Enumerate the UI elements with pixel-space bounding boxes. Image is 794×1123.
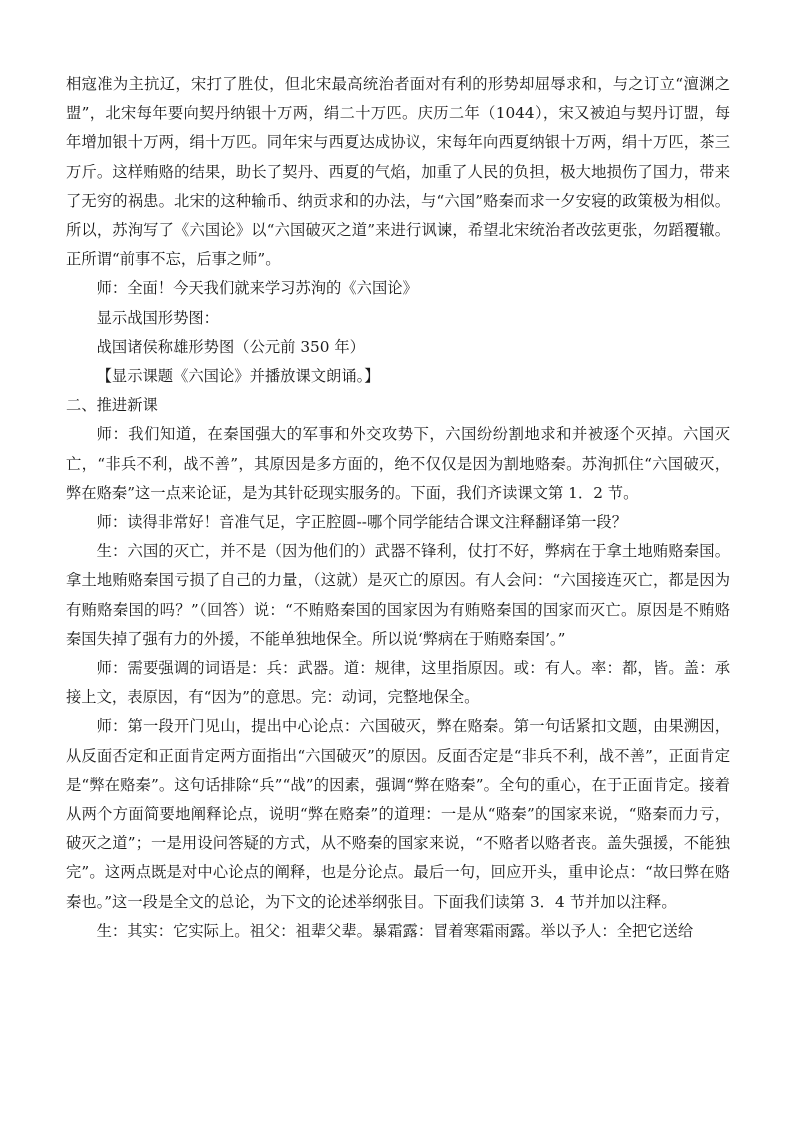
paragraph-student-translation: 生：六国的灭亡，并不是（因为他们的）武器不锋利，仗打不好，弊病在于拿土地贿赂秦国。拿土地贿赂秦国亏损了自己的力量，（这就）是灭亡的原因。有人会问：“六国接连灭亡，都是因为有贿赂秦国的吗？”（回答）说：“不贿赂秦国的国家因为有贿赂秦国的国家而灭亡。原因是不贿赂秦国失掉了强有力的外援，不能单独地保全。所以说‘弊病在于贿赂秦国’。” (66, 542, 730, 648)
document-body (66, 70, 730, 946)
section-heading-new-lesson: 二、推进新课 (66, 396, 158, 415)
paragraph-teacher-comprehensive: 师：全面！今天我们就来学习苏洵的《六国论》 (96, 279, 418, 298)
paragraph-teacher-praise: 师：读得非常好！音准气足，字正腔圆--哪个同学能结合课文注释翻译第一段？ (96, 513, 628, 532)
paragraph-teacher-analysis: 师：第一段开门见山，提出中心论点：六国破灭，弊在赂秦。第一句话紧扣文题，由果溯因，从反面否定和正面肯定两方面指出“六国破灭”的原因。反面否定是“非兵不利，战不善”，正面肯定是“弊在赂秦”。这句话排除“兵”“战”的因素，强调“弊在赂秦”。全句的重心，在于正面肯定。接着从两个方面简要地阐释论点，说明“弊在赂秦”的道理：一是从“赂秦”的国家来说，“赂秦而力亏，破灭之道”；一是用设问答疑的方式，从不赂秦的国家来说，“不赂者以赂者丧。盖失强援，不能独完”。这两点既是对中心论点的阐释，也是分论点。最后一句，回应开头，重申论点：“故曰弊在赂秦也。”这一段是全文的总论，为下文的论述举纲张目。下面我们读第 3．4 节并加以注释。 (66, 717, 730, 911)
paragraph-show-title: 【显示课题《六国论》并播放课文朗诵。】 (96, 367, 380, 386)
paragraph-student-notes: 生：其实：它实际上。祖父：祖辈父辈。暴霜露：冒着寒霜雨露。举以予人：全把它送给 (96, 921, 694, 940)
paragraph-map-caption: 战国诸侯称雄形势图（公元前 350 年） (96, 337, 365, 356)
paragraph-teacher-intro: 师：我们知道，在秦国强大的军事和外交攻势下，六国纷纷割地求和并被逐个灭掉。六国灭亡，“非兵不利，战不善”，其原因是多方面的，绝不仅仅是因为割地赂秦。苏洵抓住“六国破灭，弊在赂秦”这一点来论证，是为其针砭现实服务的。下面，我们齐读课文第 1．2 节。 (66, 425, 730, 502)
paragraph-shanyuan-treaty: 相寇准为主抗辽，宋打了胜仗，但北宋最高统治者面对有利的形势却屈辱求和，与之订立“澶渊之盟”，北宋每年要向契丹纳银十万两，绢二十万匹。庆历二年（1044），宋又被迫与契丹订盟，每年增加银十万两，绢十万匹。同年宋与西夏达成协议，宋每年向西夏纳银十万两，绢十万匹，茶三万斤。这样贿赂的结果，助长了契丹、西夏的气焰，加重了人民的负担，极大地损伤了国力，带来了无穷的祸患。北宋的这种输币、纳贡求和的办法，与“六国”赂秦而求一夕安寝的政策极为相似。所以，苏洵写了《六国论》以“六国破灭之道”来进行讽谏，希望北宋统治者改弦更张，勿蹈覆辙。正所谓“前事不忘，后事之师”。 (66, 75, 730, 269)
paragraph-show-map: 显示战国形势图： (96, 308, 219, 327)
paragraph-teacher-vocabulary: 师：需要强调的词语是：兵：武器。道：规律，这里指原因。或：有人。率：都，皆。盖：承接上文，表原因，有“因为”的意思。完：动词，完整地保全。 (66, 659, 730, 707)
